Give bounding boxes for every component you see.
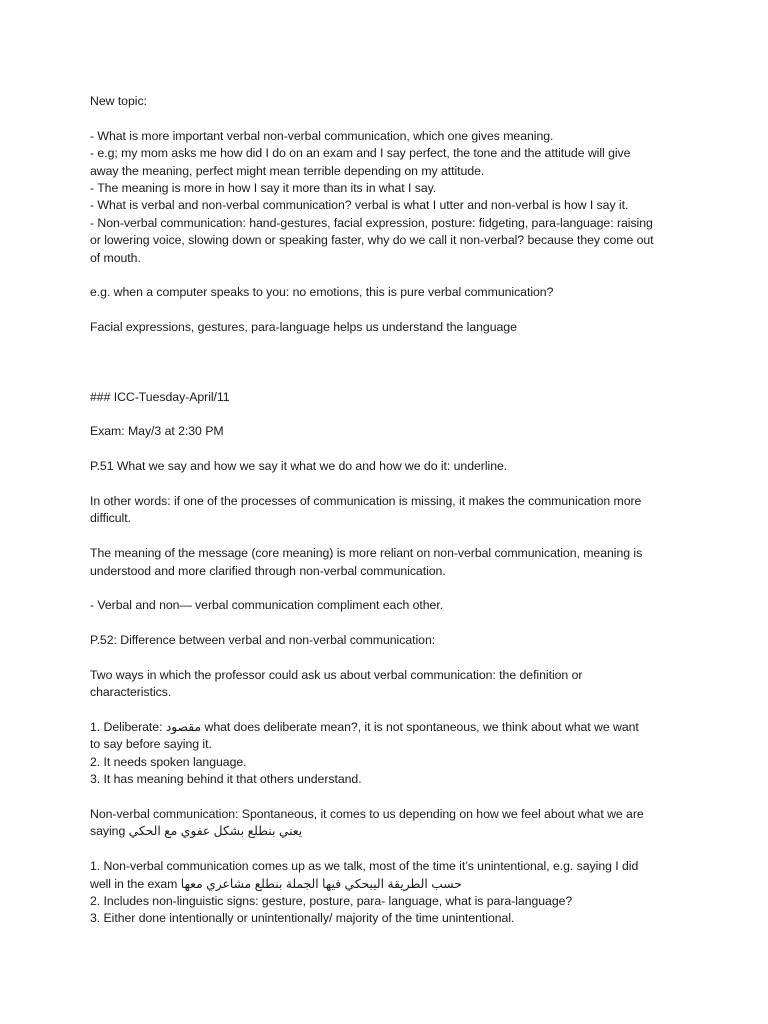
text-line: - What is more important verbal non-verbal communication, which one gives meaning. xyxy=(90,128,554,143)
text-line: away the meaning, perfect might mean terrible depending on my attitude. xyxy=(90,163,485,178)
paragraph-spacer xyxy=(90,110,690,127)
arabic-text: حسب الطريقة اليبحكي فيها الجملة بنطلع مشاعري معها xyxy=(180,876,462,891)
text-line: The meaning of the message (core meaning) is more reliant on non-verbal communication, meaning is xyxy=(90,546,643,561)
paragraph-spacer xyxy=(90,441,690,458)
text-line: 3. Either done intentionally or unintentionally/ majority of the time unintentional. xyxy=(90,911,515,926)
paragraph-spacer xyxy=(90,336,690,388)
paragraph-spacer xyxy=(90,841,690,858)
text-line: characteristics. xyxy=(90,685,172,700)
text-line: 2. It needs spoken language. xyxy=(90,754,247,769)
arabic-text: يعني بنطلع بشكل عفوي مع الحكي xyxy=(128,824,303,839)
text-line: - Verbal and non— verbal communication compliment each other. xyxy=(90,598,444,613)
text-line: Facial expressions, gestures, para-language helps us understand the language xyxy=(90,320,517,335)
text-line: understood and more clarified through non-verbal communication. xyxy=(90,563,446,578)
paragraph-spacer xyxy=(90,302,690,319)
text-line: - What is verbal and non-verbal communication? verbal is what I utter and non-verbal is how I say it. xyxy=(90,198,629,213)
paragraph-spacer xyxy=(90,650,690,667)
text-line: e.g. when a computer speaks to you: no emotions, this is pure verbal communication? xyxy=(90,285,554,300)
text-line: 1. Non-verbal communication comes up as we talk, most of the time it’s unintentional, e.g. saying I did xyxy=(90,859,639,874)
paragraph-spacer xyxy=(90,580,690,597)
english-text: saying xyxy=(90,824,129,839)
text-line: ### ICC-Tuesday-April/11 xyxy=(90,389,230,404)
paragraph-spacer xyxy=(90,702,690,719)
text-line: P.51 What we say and how we say it what we do and how we do it: underline. xyxy=(90,459,508,474)
text-line: P.52: Difference between verbal and non-verbal communication: xyxy=(90,633,436,648)
paragraph-spacer xyxy=(90,476,690,493)
text-line: difficult. xyxy=(90,511,131,526)
text-line: 3. It has meaning behind it that others understand. xyxy=(90,772,362,787)
document-page xyxy=(90,93,690,928)
english-text: well in the exam xyxy=(90,876,181,891)
text-line: In other words: if one of the processes of communication is missing, it makes the communication more xyxy=(90,494,642,508)
mixed-language-line xyxy=(90,719,690,736)
text-line: 2. Includes non-linguistic signs: gesture, posture, para- language, what is para-language? xyxy=(90,893,573,908)
mixed-language-line xyxy=(90,876,690,893)
english-text: 1. Deliberate: xyxy=(90,720,166,735)
text-line: - Non-verbal communication: hand-gestures, facial expression, posture: fidgeting, para-language: raising xyxy=(90,215,653,230)
text-line: or lowering voice, slowing down or speaking faster, why do we call it non-verbal? because they come out xyxy=(90,233,654,248)
paragraph-spacer xyxy=(90,789,690,806)
paragraph-spacer xyxy=(90,267,690,284)
text-line: to say before saying it. xyxy=(90,737,212,752)
text-line: of mouth. xyxy=(90,250,141,265)
text-line: Exam: May/3 at 2:30 PM xyxy=(90,424,224,439)
text-line: New topic: xyxy=(90,94,147,108)
text-line: - e.g; my mom asks me how did I do on an exam and I say perfect, the tone and the attitude will give xyxy=(90,146,631,161)
paragraph-spacer xyxy=(90,528,690,545)
text-line: Two ways in which the professor could ask us about verbal communication: the definition or xyxy=(90,667,583,682)
mixed-language-line xyxy=(90,823,690,840)
paragraph-spacer xyxy=(90,406,690,423)
text-line: Non-verbal communication: Spontaneous, it comes to us depending on how we feel about what we are xyxy=(90,807,644,822)
english-text: what does deliberate mean?, it is not spontaneous, we think about what we want xyxy=(201,720,639,735)
paragraph-spacer xyxy=(90,615,690,632)
arabic-text: مقصود xyxy=(165,720,202,735)
text-line: - The meaning is more in how I say it more than its in what I say. xyxy=(90,180,437,195)
